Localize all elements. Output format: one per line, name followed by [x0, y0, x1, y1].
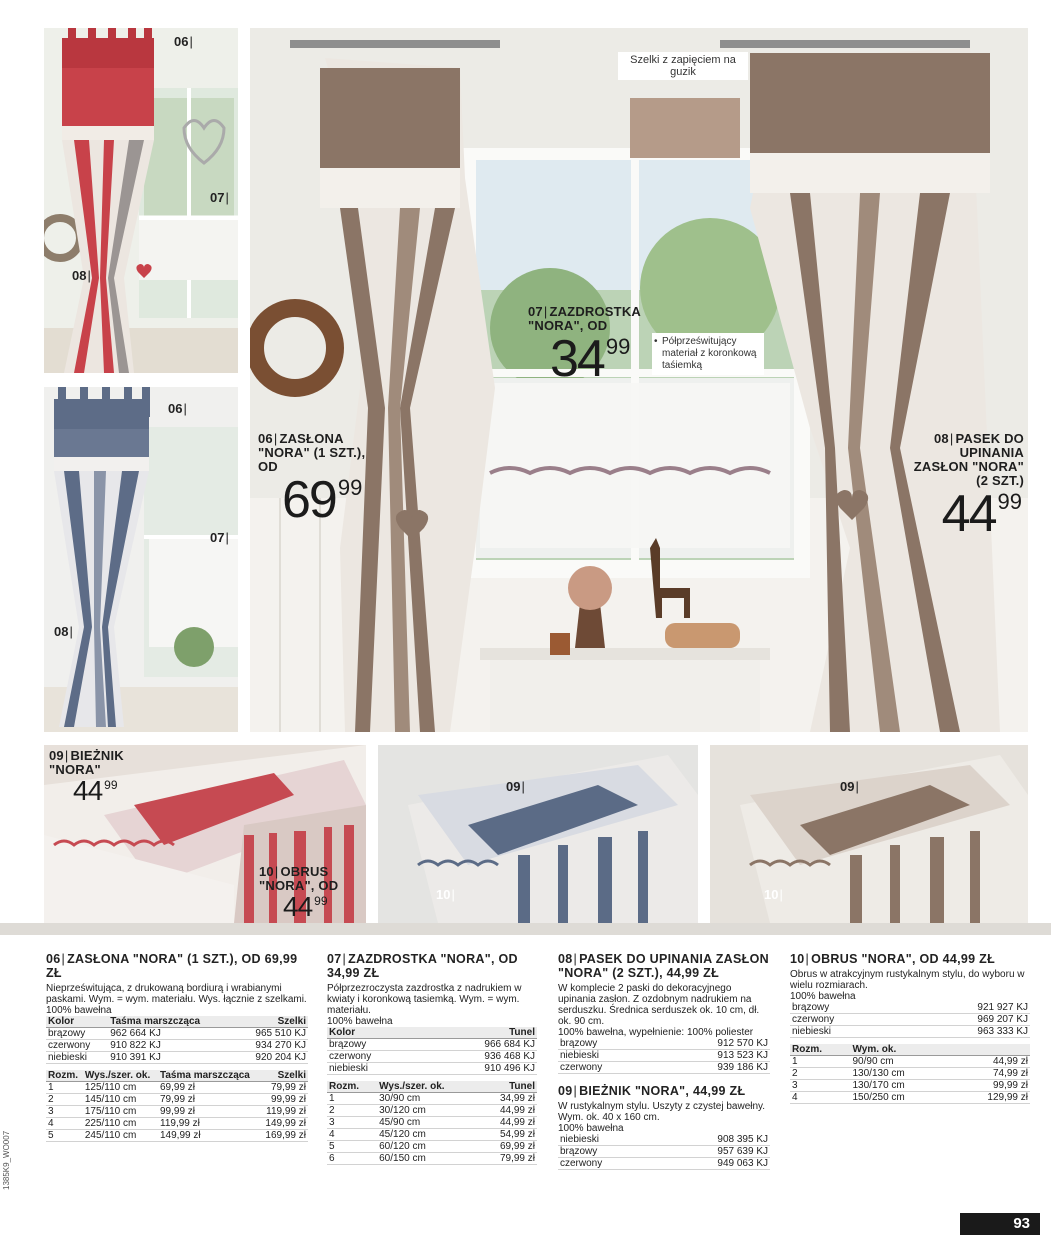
- col-head: Rozm.: [790, 1044, 851, 1056]
- product-title: [558, 1084, 770, 1098]
- cell: 130/170 cm: [851, 1080, 951, 1092]
- price-dec: 99: [997, 489, 1022, 514]
- zazdrostka-price-tag: [528, 304, 641, 388]
- cell: 30/120 cm: [377, 1105, 479, 1117]
- product-material: 100% bawełna, wypełnienie: 100% poliester: [558, 1027, 754, 1038]
- cell: 4: [327, 1129, 377, 1141]
- table-row: [790, 1080, 1030, 1092]
- product-number: 06 |: [46, 952, 67, 966]
- pasek-price-tag: [902, 431, 1026, 543]
- price-dec: 99: [314, 894, 328, 908]
- table-row: [558, 1146, 770, 1158]
- product-description: Obrus w atrakcyjnym rustykalnym stylu, do wyboru w wielu rozmiarach.: [790, 969, 1025, 991]
- product-title-text: PASEK DO UPINANIA ZASŁON "NORA" (2 SZT.), 44,99 ZŁ: [558, 952, 769, 980]
- table-row: [327, 1093, 537, 1105]
- cell: 149,99 zł: [260, 1118, 308, 1130]
- table-row: [558, 1062, 770, 1074]
- cell: 939 186 KJ: [655, 1062, 770, 1074]
- size-table: [46, 1070, 308, 1142]
- cell: 150/250 cm: [851, 1092, 951, 1104]
- col-head: Wys./szer. ok.: [83, 1070, 158, 1082]
- cell: 45/120 cm: [377, 1129, 479, 1141]
- color-table: [558, 1134, 770, 1170]
- cell: niebieski: [558, 1134, 655, 1146]
- product-10-info: [790, 952, 1030, 1104]
- cell: 169,99 zł: [260, 1130, 308, 1142]
- product-number: 08 |: [558, 952, 579, 966]
- table-row: [46, 1130, 308, 1142]
- cell: 2: [790, 1068, 851, 1080]
- cell: 912 570 KJ: [655, 1038, 770, 1050]
- product-title: [46, 952, 308, 980]
- page-number: 93: [960, 1213, 1040, 1235]
- cell: 44,99 zł: [479, 1117, 537, 1129]
- cell: 969 207 KJ: [900, 1014, 1030, 1026]
- col-head: [951, 1044, 1030, 1056]
- cell: 966 684 KJ: [423, 1039, 537, 1051]
- cell: 910 496 KJ: [423, 1063, 537, 1075]
- product-description: Nieprześwitująca, z drukowaną bordiurą i wrabianymi paskami. Wym. = wym. materiału. Wys. łącznie z szelkami.: [46, 983, 307, 1005]
- cell: 90/90 cm: [851, 1056, 951, 1068]
- table-row: [46, 1106, 308, 1118]
- cell: 1: [790, 1056, 851, 1068]
- photo-label-08: 08 |: [72, 268, 91, 283]
- table-row: [790, 1056, 1030, 1068]
- cell: czerwony: [558, 1158, 655, 1170]
- col-head: Rozm.: [327, 1081, 377, 1093]
- photo-label-08: 08 |: [54, 624, 73, 639]
- cell: 936 468 KJ: [423, 1051, 537, 1063]
- cell: 69,99 zł: [479, 1141, 537, 1153]
- photo-label-10: 10 |: [436, 887, 455, 902]
- table-row: [790, 1002, 1030, 1014]
- table-row: [790, 1092, 1030, 1104]
- cell: 913 523 KJ: [655, 1050, 770, 1062]
- table-row: [46, 1052, 308, 1064]
- cell: 79,99 zł: [479, 1153, 537, 1165]
- cell: 45/90 cm: [377, 1117, 479, 1129]
- product-material: 100% bawełna: [790, 991, 856, 1002]
- tag-price: [902, 485, 1022, 543]
- product-title-text: BIEŻNIK "NORA", 44,99 ZŁ: [579, 1084, 746, 1098]
- product-number: 10 |: [790, 952, 811, 966]
- table-row: [327, 1153, 537, 1165]
- tag-title: ZASŁONA "NORA" (1 SZT.), OD: [258, 431, 366, 474]
- product-number: 07 |: [327, 952, 348, 966]
- cell: 74,99 zł: [951, 1068, 1030, 1080]
- table-row: [46, 1028, 308, 1040]
- cell: 125/110 cm: [83, 1082, 158, 1094]
- cell: brązowy: [558, 1038, 655, 1050]
- table-row: [558, 1134, 770, 1146]
- cell: brązowy: [327, 1039, 423, 1051]
- product-number: 09 |: [558, 1084, 579, 1098]
- product-title-text: ZASŁONA "NORA" (1 SZT.), OD 69,99 ZŁ: [46, 952, 298, 980]
- divider-band: [0, 923, 1051, 935]
- table-row: [790, 1026, 1030, 1038]
- col-head: Wys./szer. ok.: [377, 1081, 479, 1093]
- tag-number: 08 |: [934, 431, 955, 446]
- product-title: [790, 952, 1030, 966]
- product-material: 100% bawełna: [327, 1016, 393, 1027]
- cell: 225/110 cm: [83, 1118, 158, 1130]
- main-curtain-photo: [250, 28, 1028, 732]
- cell: 99,99 zł: [951, 1080, 1030, 1092]
- cell: niebieski: [790, 1026, 900, 1038]
- photo-label-09: 09 |: [506, 779, 525, 794]
- cell: 4: [790, 1092, 851, 1104]
- cell: 60/120 cm: [377, 1141, 479, 1153]
- cell: 962 664 KJ: [108, 1028, 234, 1040]
- product-08-info: [558, 952, 770, 1170]
- price-int: 44: [73, 775, 103, 806]
- price-dec: 99: [605, 334, 631, 359]
- cell: 3: [46, 1106, 83, 1118]
- col-head: Taśma marszcząca: [158, 1070, 260, 1082]
- price-int: 44: [941, 485, 996, 543]
- tag-number: 09 |: [49, 748, 70, 763]
- product-07-info: [327, 952, 537, 1165]
- cell: 44,99 zł: [951, 1056, 1030, 1068]
- product-description: W komplecie 2 paski do dekoracyjnego upinania zasłon. Z ozdobnym nadrukiem na serduszku. Średnica serduszek ok. 10 cm, dł. ok. 90 cm.: [558, 983, 760, 1027]
- cell: 245/110 cm: [83, 1130, 158, 1142]
- note-text: Półprześwitujący materiał z koronkową taśiemką: [662, 336, 757, 371]
- photo-label-06: 06 |: [168, 401, 187, 416]
- cell: czerwony: [46, 1040, 108, 1052]
- product-description: Półprzezroczysta zazdrostka z nadrukiem w kwiaty i koronkową tasiemką. Wym. = wym. materiału.: [327, 983, 522, 1016]
- cell: 920 204 KJ: [235, 1052, 308, 1064]
- cell: 54,99 zł: [479, 1129, 537, 1141]
- cell: 175/110 cm: [83, 1106, 158, 1118]
- cell: 3: [790, 1080, 851, 1092]
- tag-price: [550, 330, 638, 388]
- cell: 6: [327, 1153, 377, 1165]
- cell: 34,99 zł: [479, 1093, 537, 1105]
- cell: niebieski: [558, 1050, 655, 1062]
- cell: 949 063 KJ: [655, 1158, 770, 1170]
- cell: 130/130 cm: [851, 1068, 951, 1080]
- table-row: [327, 1117, 537, 1129]
- zazdrostka-note: [652, 333, 764, 375]
- callout-text: Szelki z zapięciem na guzik: [630, 54, 736, 78]
- obrus-price-tag: [259, 865, 359, 921]
- cell: 1: [46, 1082, 83, 1094]
- table-row: [327, 1051, 537, 1063]
- cell: 921 927 KJ: [900, 1002, 1030, 1014]
- product-description: W rustykalnym stylu. Uszyty z czystej bawełny. Wym. ok. 40 x 160 cm.: [558, 1101, 766, 1123]
- product-title: [558, 952, 770, 980]
- cell: 69,99 zł: [158, 1082, 260, 1094]
- cell: 2: [46, 1094, 83, 1106]
- cell: 99,99 zł: [260, 1094, 308, 1106]
- cell: 79,99 zł: [260, 1082, 308, 1094]
- photo-label-10: 10 |: [764, 887, 783, 902]
- table-row: [558, 1050, 770, 1062]
- cell: 3: [327, 1117, 377, 1129]
- table-row: [327, 1129, 537, 1141]
- red-tablecloth-photo: [44, 745, 366, 923]
- cell: 129,99 zł: [951, 1092, 1030, 1104]
- cell: 79,99 zł: [158, 1094, 260, 1106]
- blue-tablecloth-photo: [378, 745, 698, 923]
- product-09-info: [558, 1084, 770, 1170]
- cell: czerwony: [558, 1062, 655, 1074]
- catalog-code: 1385K9_WO007: [2, 1130, 11, 1190]
- color-table: [46, 1016, 308, 1064]
- photo-label-09: 09 |: [840, 779, 859, 794]
- col-head: Taśma marszcząca: [108, 1016, 234, 1028]
- cell: 44,99 zł: [479, 1105, 537, 1117]
- zaslona-price-tag: [258, 431, 393, 529]
- tag-price: [73, 777, 139, 805]
- product-title: [327, 952, 537, 980]
- cell: 4: [46, 1118, 83, 1130]
- product-title-text: ZAZDROSTKA "NORA", OD 34,99 ZŁ: [327, 952, 518, 980]
- cell: 99,99 zł: [158, 1106, 260, 1118]
- bieznik-price-tag: [49, 749, 139, 805]
- brown-tablecloth-photo: [710, 745, 1028, 923]
- cell: 145/110 cm: [83, 1094, 158, 1106]
- size-table: [327, 1081, 537, 1165]
- tag-number: 06 |: [258, 431, 279, 446]
- table-row: [46, 1082, 308, 1094]
- buttoned-loops-callout: [618, 52, 748, 80]
- cell: czerwony: [327, 1051, 423, 1063]
- table-row: [790, 1068, 1030, 1080]
- cell: brązowy: [790, 1002, 900, 1014]
- price-dec: 99: [104, 778, 118, 792]
- tag-title: BIEŻNIK "NORA": [49, 748, 124, 777]
- price-int: 69: [282, 471, 336, 529]
- col-head: Szelki: [235, 1016, 308, 1028]
- photo-label-07: 07 |: [210, 190, 229, 205]
- size-table: [790, 1044, 1030, 1104]
- cell: czerwony: [790, 1014, 900, 1026]
- cell: niebieski: [46, 1052, 108, 1064]
- photo-label-06: 06 |: [174, 34, 193, 49]
- tag-price: [283, 893, 359, 921]
- cell: 908 395 KJ: [655, 1134, 770, 1146]
- cell: 2: [327, 1105, 377, 1117]
- table-row: [327, 1039, 537, 1051]
- col-head: Szelki: [260, 1070, 308, 1082]
- cell: 934 270 KJ: [235, 1040, 308, 1052]
- price-dec: 99: [337, 475, 363, 500]
- cell: 30/90 cm: [377, 1093, 479, 1105]
- cell: 5: [46, 1130, 83, 1142]
- product-title-text: OBRUS "NORA", OD 44,99 ZŁ: [811, 952, 996, 966]
- blue-curtain-photo: [44, 387, 238, 732]
- cell: 119,99 zł: [260, 1106, 308, 1118]
- table-row: [327, 1141, 537, 1153]
- cell: brązowy: [558, 1146, 655, 1158]
- tag-number: 07 |: [528, 304, 549, 319]
- cell: 149,99 zł: [158, 1130, 260, 1142]
- col-head: Rozm.: [46, 1070, 83, 1082]
- cell: 119,99 zł: [158, 1118, 260, 1130]
- table-row: [46, 1094, 308, 1106]
- col-head: Tunel: [423, 1027, 537, 1039]
- photo-label-07: 07 |: [210, 530, 229, 545]
- color-table: [558, 1038, 770, 1074]
- color-table: [790, 1002, 1030, 1038]
- table-row: [558, 1158, 770, 1170]
- table-row: [327, 1063, 537, 1075]
- table-row: [790, 1014, 1030, 1026]
- product-material: 100% bawełna: [46, 1005, 112, 1016]
- tag-number: 10 |: [259, 864, 280, 879]
- tag-title: OBRUS "NORA", OD: [259, 864, 339, 893]
- tag-title: ZAZDROSTKA "NORA", OD: [528, 304, 641, 333]
- price-int: 34: [550, 330, 604, 388]
- cell: 1: [327, 1093, 377, 1105]
- cell: 963 333 KJ: [900, 1026, 1030, 1038]
- col-head: Kolor: [327, 1027, 423, 1039]
- cell: 910 822 KJ: [108, 1040, 234, 1052]
- tag-price: [282, 471, 393, 529]
- cell: 957 639 KJ: [655, 1146, 770, 1158]
- table-row: [46, 1118, 308, 1130]
- cell: 5: [327, 1141, 377, 1153]
- price-int: 44: [283, 891, 313, 922]
- cell: 965 510 KJ: [235, 1028, 308, 1040]
- cell: niebieski: [327, 1063, 423, 1075]
- cell: 910 391 KJ: [108, 1052, 234, 1064]
- col-head: Wym. ok.: [851, 1044, 951, 1056]
- red-curtain-photo: [44, 28, 238, 373]
- product-material: 100% bawełna: [558, 1123, 624, 1134]
- table-row: [558, 1038, 770, 1050]
- col-head: Kolor: [46, 1016, 108, 1028]
- color-table: [327, 1027, 537, 1075]
- tag-title: PASEK DO UPINANIA ZASŁON "NORA" (2 SZT.): [913, 431, 1024, 488]
- table-row: [46, 1040, 308, 1052]
- cell: 60/150 cm: [377, 1153, 479, 1165]
- col-head: Tunel: [479, 1081, 537, 1093]
- cell: brązowy: [46, 1028, 108, 1040]
- product-06-info: [46, 952, 308, 1142]
- table-row: [327, 1105, 537, 1117]
